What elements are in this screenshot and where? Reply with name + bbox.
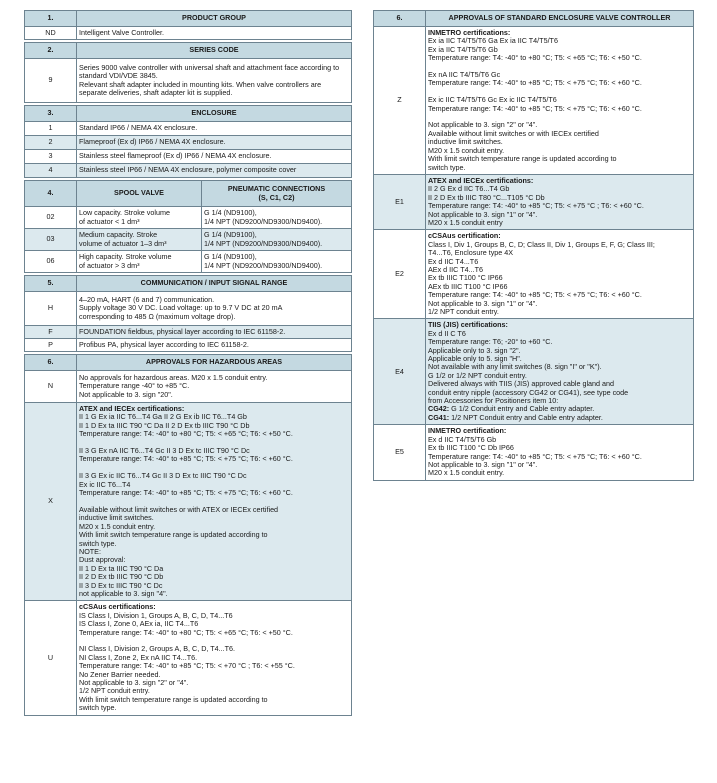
section-title-connections: PNEUMATIC CONNECTIONS (S, C1, C2)	[202, 181, 352, 207]
certification-heading: cCSAus certifications:	[79, 602, 156, 612]
section-title: ENCLOSURE	[77, 106, 352, 122]
option-code: H	[25, 292, 77, 326]
certification-details: II 2 G Ex d IIC T6...T4 Gb II 2 D Ex tb IIIC T80 °C...T105 °C Db Temperature range: T4: -40° to +85 °C; T5: < +75 °C ; T6: < +60 °C. Not applicable to 3. sign "1" or "4". M20 x 1.5 conduit entry	[428, 184, 644, 227]
certification-heading: TIIS (JIS) certifications:	[428, 320, 508, 330]
option-description: Standard IP66 / NEMA 4X enclosure.	[77, 122, 352, 136]
option-code: 03	[25, 229, 77, 251]
section-title: APPROVALS FOR HAZARDOUS AREAS	[77, 355, 352, 371]
section-title: PRODUCT GROUP	[77, 11, 352, 27]
option-description: Stainless steel flameproof (Ex d) IP66 / NEMA 4X enclosure.	[77, 150, 352, 164]
option-description: No approvals for hazardous areas. M20 x 1.5 conduit entry. Temperature range -40° to +85 °C. Not applicable to 3. sign "20".	[77, 371, 352, 403]
option-code: E4	[374, 319, 426, 425]
option-description: Series 9000 valve controller with universal shaft and attachment face according to standard VDI/VDE 3845. Relevant shaft adapter included in mounting kits. When valve controllers are separate deliveries, shaft adapter kit is supplied.	[77, 59, 352, 103]
option-description: Medium capacity. Stroke volume of actuator 1–3 dm³	[77, 229, 202, 251]
certification-details: Class I, Div 1, Groups B, C, D; Class II, Div 1, Groups E, F, G; Class III; T4...T6, Enclosure type 4X Ex d IIC T4...T6 AEx d IIC T4...T6 Ex tb IIIC T100 °C IP66 AEx tb IIIC T100 °C IP66 Temperature range: T4: -40° to +85 °C; T5: < +75 °C; T6: < +60 °C. Not applicable to 3. sign "1" or "4". 1/2 NPT conduit entry.	[428, 239, 655, 316]
option-code: Z	[374, 27, 426, 175]
option-code: ND	[25, 27, 77, 40]
option-code: U	[25, 601, 77, 715]
section-title: COMMUNICATION / INPUT SIGNAL RANGE	[77, 276, 352, 292]
option-connections: G 1/4 (ND9100), 1/4 NPT (ND9200/ND9300/ND9400).	[202, 207, 352, 229]
right-spec-table	[373, 10, 694, 481]
certification-heading: INMETRO certifications:	[428, 28, 511, 37]
certification-heading: INMETRO certification:	[428, 426, 507, 436]
option-connections: G 1/4 (ND9100), 1/4 NPT (ND9200/ND9300/ND9400).	[202, 251, 352, 273]
section-number: 6.	[25, 355, 77, 371]
left-spec-table	[24, 10, 352, 716]
cg42-label: CG42:	[428, 404, 450, 414]
certification-heading: ATEX and IECEx certifications:	[428, 175, 534, 185]
option-code: E1	[374, 174, 426, 229]
section-title: SERIES CODE	[77, 43, 352, 59]
option-description: Profibus PA, physical layer according to IEC 61158-2.	[77, 339, 352, 352]
option-code: 3	[25, 150, 77, 164]
cg41-text: 1/2 NPT Conduit entry and Cable entry adapter.	[449, 412, 603, 422]
cg41-label: CG41:	[428, 412, 450, 422]
section-number: 5.	[25, 276, 77, 292]
certification-details: Ex d II C T6 Temperature range: T6; -20° to +60 °C. Applicable only to 3. sign "2". Applicable only to 5. sign "H". Not available with any limit switches (8. sign "I" or "K"). G 1/2 or 1/2 NPT conduit entry. Delivered always with TIIS (JIS) approved cable gland and conduit entry nipple (accessory CG42 or CG41), see type code from Accessories for Positioners item 10:	[428, 328, 629, 406]
certification-heading: ATEX and IECEx certifications:	[79, 404, 185, 413]
option-description: Intelligent Valve Controller.	[77, 27, 352, 40]
option-description: 4–20 mA, HART (6 and 7) communication. Supply voltage 30 V DC. Load voltage: up to 9.7 V DC at 20 mA corresponding to 485 Ω (maximum voltage drop).	[77, 292, 352, 326]
option-code: 1	[25, 122, 77, 136]
option-code: X	[25, 403, 77, 601]
certification-details: Ex ia IIC T4/T5/T6 Ga Ex ia IIC T4/T5/T6 Ex ia IIC T4/T5/T6 Gb Temperature range: T4: -40° to +80 °C; T5: < +65 °C; T6: < +50 °C. Ex nA IIC T4/T5/T6 Gc Temperature range: T4: -40° to +85 °C; T5: < +75 °C; T6: < +60 °C. Ex ic IIC T4/T5/T6 Gc Ex ic IIC T4/T5/T6 Temperature range: T4: -40° to +85 °C; T5: < +75 °C; T6: < +60 °C. Not applicable to 3. sign "2" or "4". Available without limit switches or with IECEx certified inductive limit switches. M20 x 1.5 conduit entry. With limit switch temperature range is updated according to switch type.	[428, 36, 642, 172]
option-code: 2	[25, 136, 77, 150]
option-code: 4	[25, 164, 77, 178]
option-connections: G 1/4 (ND9100), 1/4 NPT (ND9200/ND9300/ND9400).	[202, 229, 352, 251]
section-number: 6.	[374, 11, 426, 27]
certification-details: IS Class I, Division 1, Groups A, B, C, D, T4...T6 IS Class I, Zone 0, AEx ia, IIC T4...T6 Temperature range: T4: -40° to +80 °C; T5: < +65 °C; T6: < +50 °C. NI Class I, Division 2, Groups A, B, C, D, T4...T6. NI Class I, Zone 2, Ex nA IIC T4...T6. Temperature range: T4: -40° to +85 °C; T5: < +70 °C ; T6: < +55 °C. No Zener Barrier needed. Not applicable to 3. sign "2" or "4". 1/2 NPT conduit entry. With limit switch temperature range is updated according to switch type.	[79, 610, 295, 713]
section-title: APPROVALS OF STANDARD ENCLOSURE VALVE CONTROLLER	[426, 11, 694, 27]
option-description: FOUNDATION fieldbus, physical layer according to IEC 61158-2.	[77, 326, 352, 339]
section-number: 4.	[25, 181, 77, 207]
section-title: SPOOL VALVE	[77, 181, 202, 207]
option-description: Flameproof (Ex d) IP66 / NEMA 4X enclosure.	[77, 136, 352, 150]
option-code: E5	[374, 425, 426, 480]
option-code: 02	[25, 207, 77, 229]
option-code: 06	[25, 251, 77, 273]
option-description: Low capacity. Stroke volume of actuator < 1 dm³	[77, 207, 202, 229]
certification-details: Ex d IIC T4/T5/T6 Gb Ex tb IIIC T100 °C Db IP66 Temperature range: T4: -40° to +85 °C; T5: < +75 °C; T6: < +60 °C. Not applicable to 3. sign "1" or "4". M20 x 1.5 conduit entry.	[428, 434, 642, 478]
option-code: F	[25, 326, 77, 339]
option-code: 9	[25, 59, 77, 103]
option-code: P	[25, 339, 77, 352]
section-number: 3.	[25, 106, 77, 122]
cg41-line	[428, 414, 691, 422]
section-number: 1.	[25, 11, 77, 27]
section-number: 2.	[25, 43, 77, 59]
cg42-text: G 1/2 Conduit entry and Cable entry adapter.	[449, 404, 595, 414]
option-description: Stainless steel IP66 / NEMA 4X enclosure, polymer composite cover	[77, 164, 352, 178]
certification-details: II 1 G Ex ia IIC T6...T4 Ga II 2 G Ex ib IIC T6...T4 Gb II 1 D Ex ta IIIC T90 °C Da II 2 D Ex tb IIIC T90 °C Db Temperature range: T4: -40° to +80 °C; T5: < +65 °C; T6: < +50 °C. II 3 G Ex nA IIC T6...T4 Gc II 3 D Ex tc IIIC T90 °C Dc Temperature range: T4: -40° to +85 °C; T5: < +75 °C; T6: < +60 °C. II 3 G Ex ic IIC T6...T4 Gc II 3 D Ex tc IIIC T90 °C Dc Ex ic IIC T6...T4 Temperature range: T4: -40° to +85 °C; T5: < +75 °C; T6: < +60 °C. Available without limit switches or with ATEX or IECEx certified inductive limit switches. M20 x 1.5 conduit entry. With limit switch temperature range is updated according to switch type. NOTE: Dust approval: II 1 D Ex ta IIIC T90 °C Da II 2 D Ex tb IIIC T90 °C Db II 3 D Ex tc IIIC T90 °C Dc not applicable to 3. sign "4".	[79, 412, 293, 598]
option-description: High capacity. Stroke volume of actuator > 3 dm³	[77, 251, 202, 273]
option-code: E2	[374, 230, 426, 319]
option-code: N	[25, 371, 77, 403]
certification-heading: cCSAus certification:	[428, 231, 501, 241]
